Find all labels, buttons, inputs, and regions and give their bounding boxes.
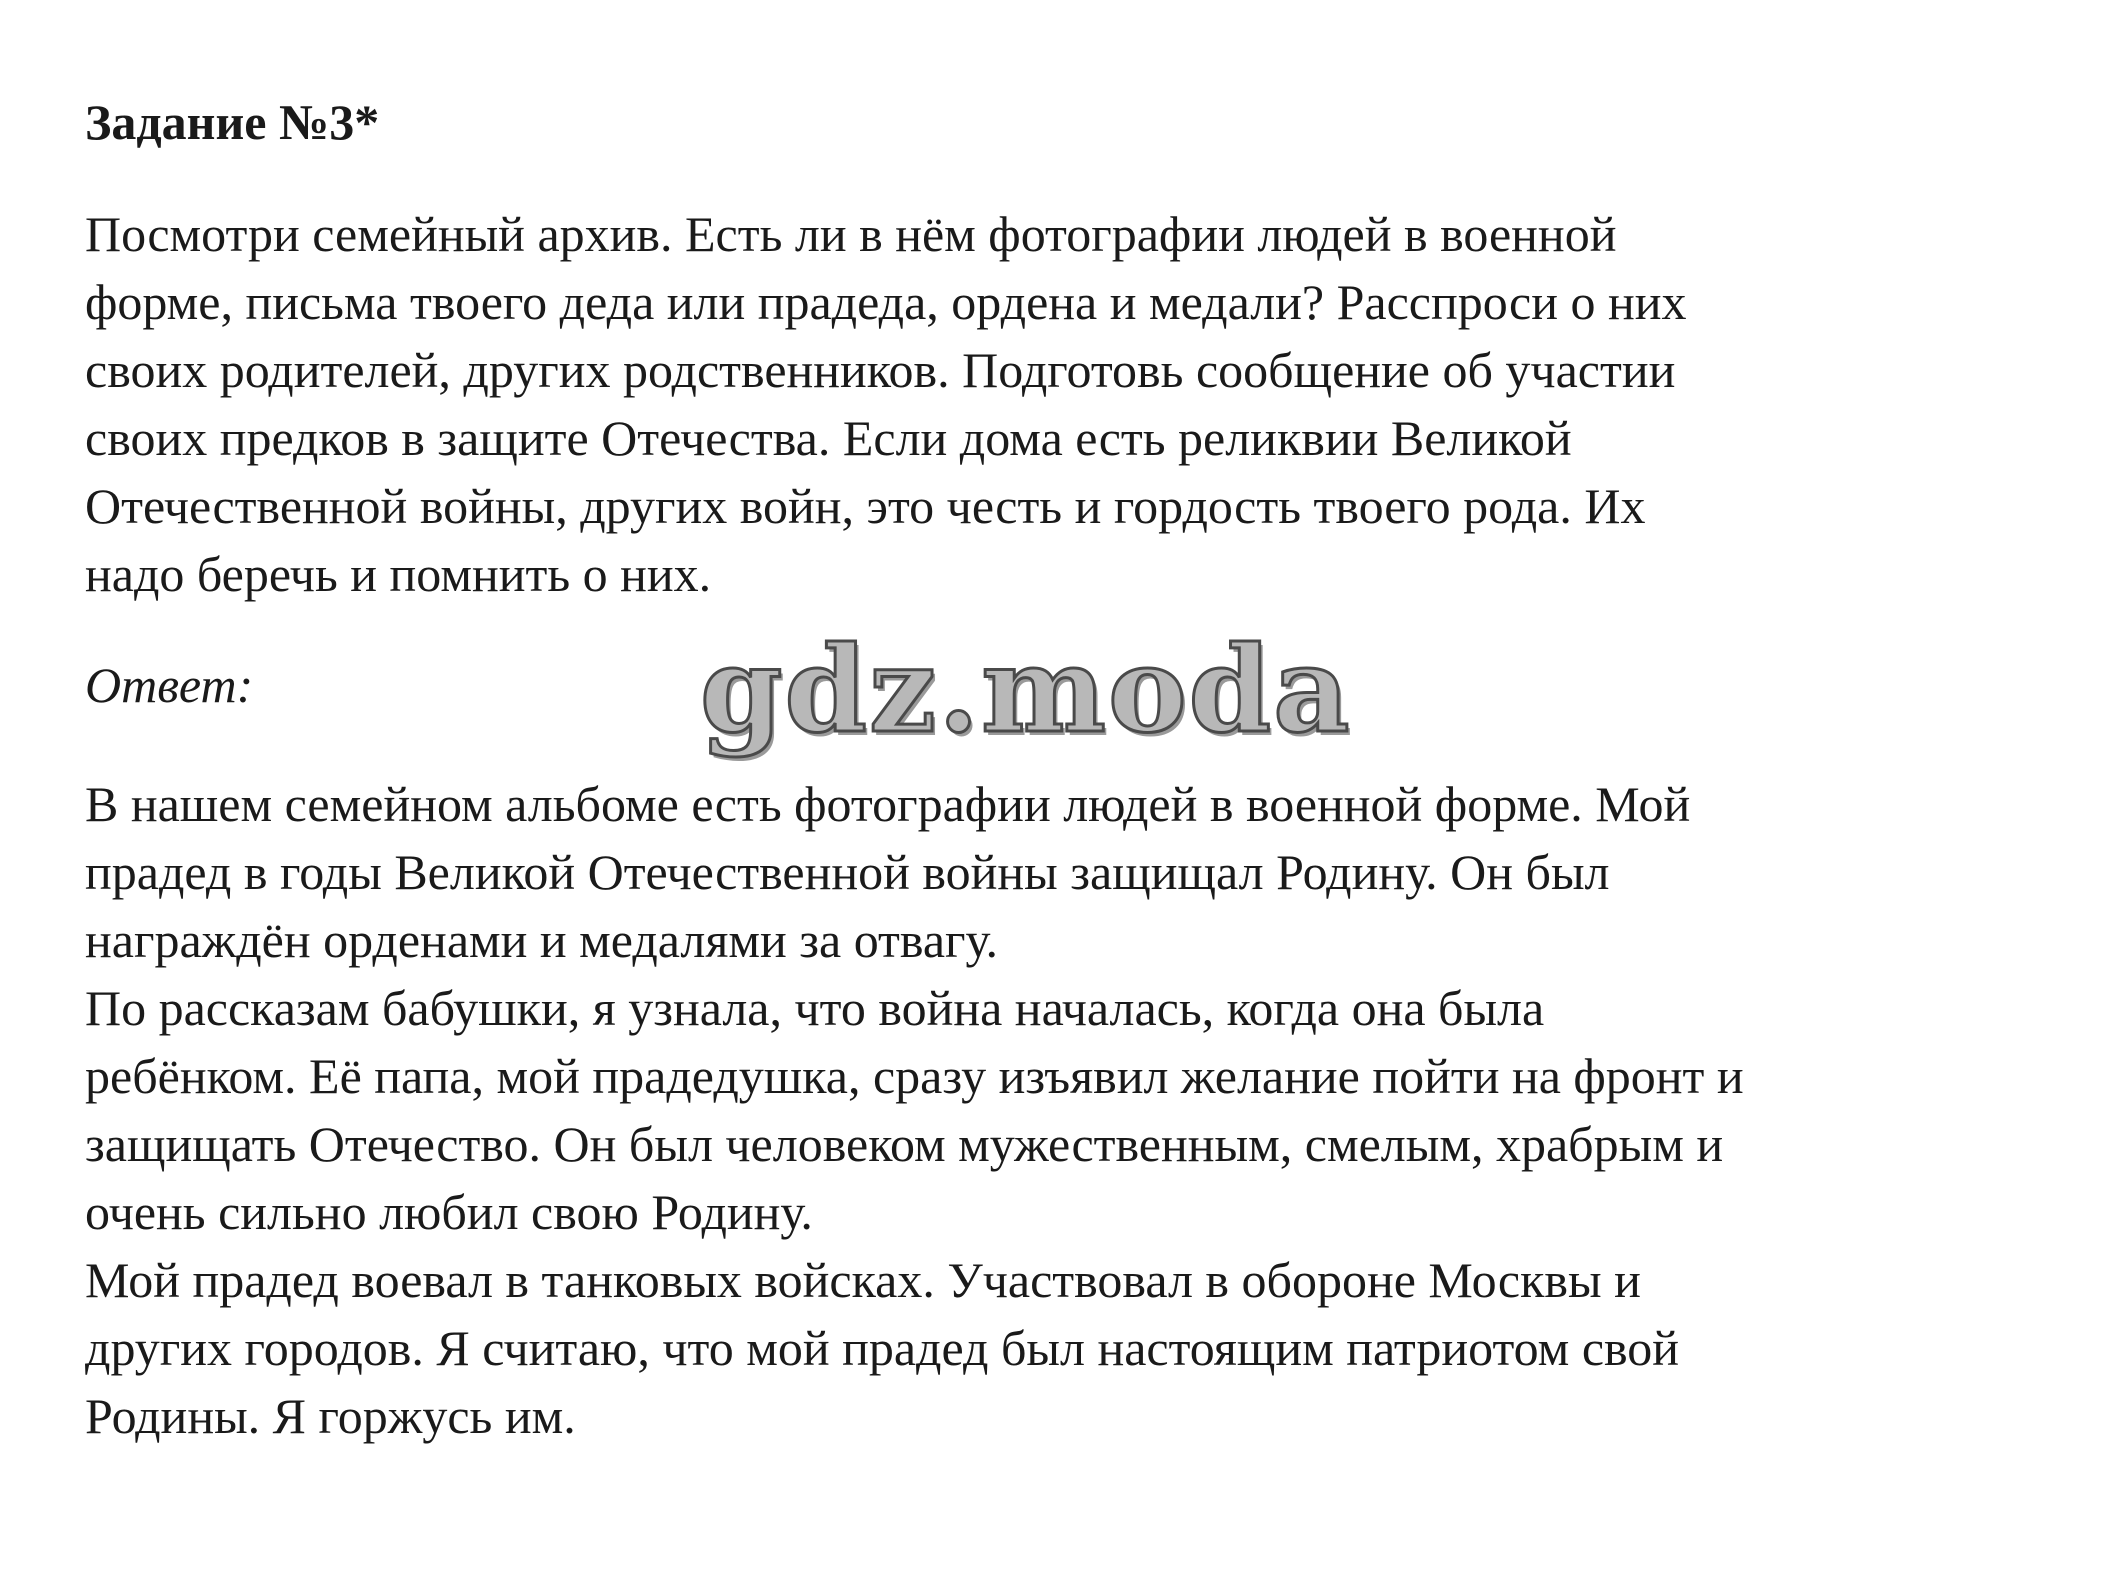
task-title: Задание №3*: [85, 94, 380, 150]
answer-line: Мой прадед воевал в танковых войсках. Участвовал в обороне Москвы и: [85, 1252, 1641, 1308]
task-text-line: своих родителей, других родственников. Подготовь сообщение об участии: [85, 342, 1676, 398]
answer-line: других городов. Я считаю, что мой прадед был настоящим патриотом свой: [85, 1320, 1680, 1376]
task-text: [85, 200, 2095, 608]
answer-label: Ответ:: [85, 657, 254, 713]
answer-line: очень сильно любил свою Родину.: [85, 1184, 813, 1240]
answer-line: По рассказам бабушки, я узнала, что война началась, когда она была: [85, 980, 1545, 1036]
task-text-line: Посмотри семейный архив. Есть ли в нём фотографии людей в военной: [85, 206, 1617, 262]
answer-line: В нашем семейном альбоме есть фотографии людей в военной форме. Мой: [85, 776, 1691, 832]
task-text-line: форме, письма твоего деда или прадеда, ордена и медали? Расспроси о них: [85, 274, 1687, 330]
answer-paragraph-2: [85, 974, 2095, 1246]
answer-line: защищать Отечество. Он был человеком мужественным, смелым, храбрым и: [85, 1116, 1724, 1172]
answer-line: ребёнком. Её папа, мой прадедушка, сразу изъявил желание пойти на фронт и: [85, 1048, 1744, 1104]
answer-line: награждён орденами и медалями за отвагу.: [85, 912, 999, 968]
task-text-line: своих предков в защите Отечества. Если дома есть реликвии Великой: [85, 410, 1572, 466]
answer-line: Родины. Я горжусь им.: [85, 1388, 576, 1444]
answer-line: прадед в годы Великой Отечественной войны защищал Родину. Он был: [85, 844, 1610, 900]
task-text-line: надо беречь и помнить о них.: [85, 546, 712, 602]
task-text-line: Отечественной войны, других войн, это честь и гордость твоего рода. Их: [85, 478, 1646, 534]
answer-paragraph-1: [85, 770, 2095, 974]
answer-paragraph-3: [85, 1246, 2095, 1450]
watermark-logo: gdz.moda: [700, 620, 1352, 759]
